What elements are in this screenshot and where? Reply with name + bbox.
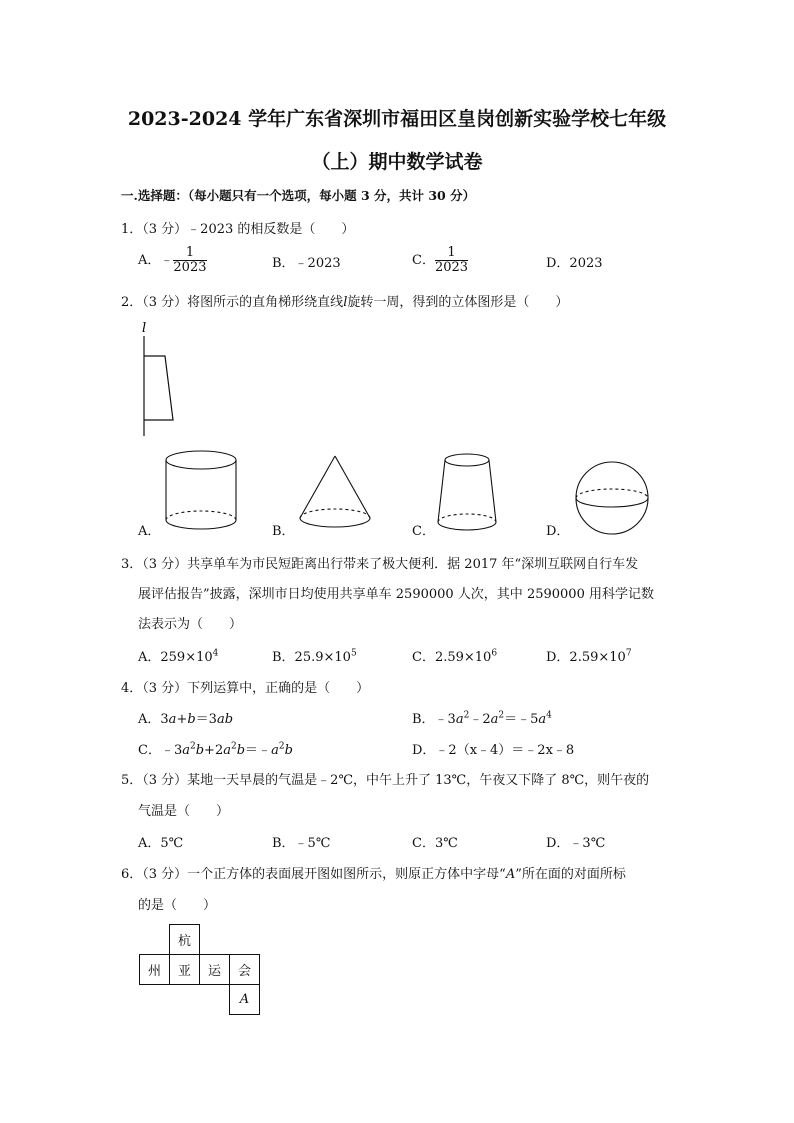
net-cell-top: 杭 — [170, 925, 200, 955]
q3-option-b: B．$25.9\times 10^5$ — [272, 648, 357, 665]
cylinder-figure — [160, 448, 242, 534]
q2-stem: 2．（3 分）将图所示的直角梯形绕直线l旋转一周，得到的立体图形是（ ） — [121, 295, 569, 310]
q6-line1: 6．（3 分）一个正方体的表面展开图如图所示，则原正方体中字母“A”所在面的对面所标 — [121, 867, 626, 882]
q1-option-a: A．﹣ $\frac{1}{2023}$ — [138, 245, 207, 275]
net-cell: 州 — [140, 955, 170, 985]
sphere-figure — [570, 458, 654, 542]
q5-line1: 5．（3 分）某地一天早晨的气温是﹣2℃，中午上升了 13℃，午夜又下降了 8℃，则午夜的 — [121, 773, 650, 788]
q3-line2: 展评估报告”披露，深圳市日均使用共享单车 2590000 人次，其中 2590000 用科学记数 — [138, 587, 654, 602]
q1-option-c: C． $\frac{1}{2023}$ — [412, 245, 469, 275]
q4-option-b: B．$﹣3a^2﹣2a^2=﹣5a^4$ — [412, 710, 552, 727]
q4-stem: 4．（3 分）下列运算中，正确的是（ ） — [121, 681, 370, 696]
q2-option-b-label: B． — [272, 524, 295, 539]
q6-line2: 的是（ ） — [138, 898, 217, 913]
q3-line3: 法表示为（ ） — [138, 617, 243, 632]
cone-figure — [294, 450, 376, 534]
paper-title-line2: （上）期中数学试卷 — [311, 151, 483, 173]
trapezoid-figure — [130, 318, 190, 440]
q3-option-c: C．$2.59\times 10^6$ — [412, 648, 498, 665]
q3-option-d: D．$2.59\times 10^7$ — [546, 648, 632, 665]
q1-option-d: D．2023 — [546, 256, 603, 271]
q2-option-d-label: D． — [546, 524, 570, 539]
line-l-label: l — [142, 321, 147, 336]
q4-option-a: A．3a+b＝3ab — [138, 712, 234, 727]
q1-stem: 1．（3 分）﹣2023 的相反数是（ ） — [121, 222, 355, 237]
q4-option-c: C．$﹣3a^2b+2a^2b=﹣a^2b$ — [138, 741, 293, 758]
q3-option-a: A．$259\times 10^4$ — [138, 648, 219, 665]
paper-title-line1: 2023-2024 学年广东省深圳市福田区皇岗创新实验学校七年级 — [127, 108, 667, 130]
q2-option-c-label: C． — [412, 524, 435, 539]
q5-option-d: D．﹣3℃ — [546, 836, 606, 851]
net-cell: 会 — [230, 955, 260, 985]
net-cell-bottom: A — [230, 985, 260, 1015]
q5-option-a: A．5℃ — [138, 836, 184, 851]
q5-line2: 气温是（ ） — [138, 804, 230, 819]
q1-option-b: B．﹣2023 — [272, 256, 341, 271]
q4-option-d: D．﹣2（x﹣4）＝﹣2x﹣8 — [412, 743, 575, 758]
frustum-figure — [432, 448, 506, 534]
section-heading: 一.选择题：（每小题只有一个选项，每小题 3 分，共计 30 分） — [121, 188, 476, 203]
q3-line1: 3．（3 分）共享单车为市民短距离出行带来了极大便利．据 2017 年“深圳互联网自行车发 — [121, 557, 639, 572]
net-cell: 亚 — [170, 955, 200, 985]
cube-net — [139, 924, 260, 1015]
q5-option-c: C．3℃ — [412, 836, 458, 851]
q5-option-b: B．﹣5℃ — [272, 836, 331, 851]
net-cell: 运 — [200, 955, 230, 985]
q2-option-a-label: A． — [138, 524, 161, 539]
